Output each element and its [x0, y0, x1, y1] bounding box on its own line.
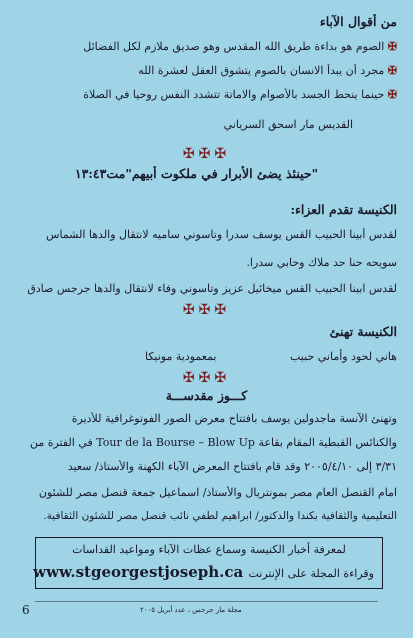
- info-line-2: [33, 563, 374, 581]
- cross-icon: ✠: [387, 88, 397, 101]
- cross-divider-icon: ✠✠✠: [182, 146, 231, 162]
- treasures-heading: كـــوز مقدســـة: [165, 388, 248, 403]
- info-line-1: لمعرفة أخبار الكنيسة وسماع عظات الآباء ومواعيد القداسات: [72, 543, 346, 556]
- website-info-box: [35, 537, 383, 589]
- cross-divider-icon: ✠✠✠: [182, 302, 231, 318]
- footer-divider: [35, 601, 378, 602]
- congrats-names: هاني لحود وأماني حبيب: [290, 350, 397, 363]
- condolences-heading: الكنيسة تقدم العزاء:: [290, 202, 397, 217]
- cross-icon: ✠: [387, 40, 397, 53]
- info-line-2-text: وقراءة المجلة على الإنترنت: [248, 567, 374, 580]
- sayings-heading: من أقوال الآباء: [319, 14, 397, 29]
- page-number: 6: [22, 603, 30, 617]
- condolence-line-3: لقدس ابينا الحبيب القس ميخائيل عزيز وتاسوني وفاء لانتقال والدها جرجس صادق: [27, 282, 397, 295]
- congrats-occasion: بمعمودية مونيكا: [144, 350, 217, 363]
- cross-divider-icon: ✠✠✠: [182, 370, 231, 386]
- condolence-line-2: سويحه حنا حد ملاك وحابي سدرا.: [246, 256, 397, 269]
- treasures-line-2: والكنائس القبطية المقام بقاعة Tour de la Bourse – Blow Up في الفترة من: [29, 436, 397, 449]
- condolence-line-1: لقدس أبينا الحبيب القس يوسف سدرا وتاسوني ساميه لانتقال والدها الشماس: [46, 228, 397, 241]
- verse-text: "حينئذ يضئ الأبرار في ملكوت أبيهم"مت١٣:٤٣: [74, 166, 319, 181]
- treasures-line-1: وتهنئ الآنسة ماجدولين يوسف بافتتاح معرض الصور الفوتوغرافية للأديرة: [71, 412, 397, 425]
- saying-3: ✠ حينما ينحط الجسد بالأصوام والاماتة تتشدد النفس روحيا في الصلاة: [83, 88, 397, 101]
- cross-icon: ✠: [387, 64, 397, 77]
- footer-text: مجلة مار جرجس ، عدد أبريل ٢٠٠٥: [140, 606, 242, 614]
- treasures-line-3: ٣/٣١ إلى ٢٠٠٥/٤/١٠ وقد قام بافتتاح المعرض الآباء الكهنة والأستاذ/ سعيد: [67, 460, 397, 473]
- treasures-line-5: التعليمية والثقافية بكندا والدكتور/ ابراهيم لطفي نائب قنصل مصر للشئون الثقافية.: [43, 510, 397, 522]
- saying-2: ✠ مجرد أن يبدأ الانسان بالصوم يتشوق العقل لعشرة الله: [138, 64, 397, 77]
- website-link[interactable]: www.stgeorgestjoseph.ca: [33, 563, 244, 581]
- treasures-line-4: امام القنصل العام مصر بمونتريال والأستاذ/ اسماعيل جمعة قنصل مصر للشئون: [38, 486, 397, 499]
- congrats-line: [12, 350, 397, 363]
- saying-attribution: القديس مار اسحق السرياني: [223, 118, 353, 131]
- saying-1: ✠ الصوم هو بداءة طريق الله المقدس وهو صديق ملازم لكل الفضائل: [83, 40, 397, 53]
- congrats-heading: الكنيسة تهنئ: [329, 324, 397, 339]
